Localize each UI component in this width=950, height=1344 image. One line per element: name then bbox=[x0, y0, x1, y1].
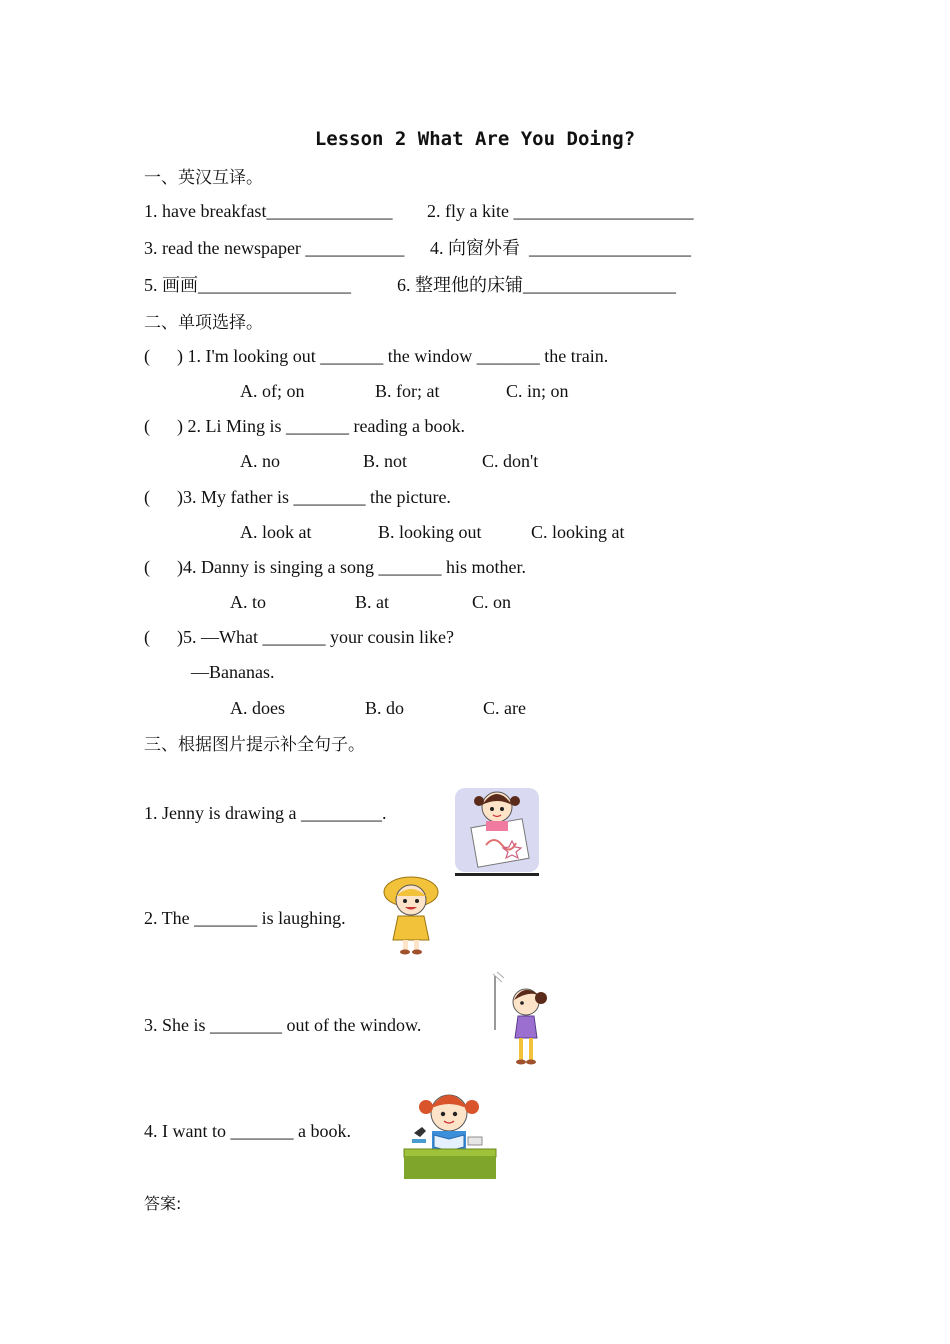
picture-q4-text: 4. I want to _______ a book. bbox=[144, 1121, 351, 1141]
mc-q2-option-a: A. no bbox=[240, 451, 280, 471]
mc-q3-stem: ( )3. My father is ________ the picture. bbox=[144, 487, 451, 507]
mc-q2-option-c: C. don't bbox=[482, 451, 539, 471]
girl-looking-out-window bbox=[488, 970, 552, 1074]
translation-q4: 4. 向窗外看 __________________ bbox=[430, 238, 691, 258]
mc-q5-option-c: C. are bbox=[483, 698, 526, 718]
mc-q3-option-a: A. look at bbox=[240, 522, 312, 542]
translation-q2: 2. fly a kite ____________________ bbox=[427, 201, 694, 221]
picture-q2-text: 2. The _______ is laughing. bbox=[144, 908, 346, 928]
picture-q1-text: 1. Jenny is drawing a _________. bbox=[144, 803, 387, 823]
mc-q5-option-a: A. does bbox=[230, 698, 285, 718]
picture-q3-text: 3. She is ________ out of the window. bbox=[144, 1015, 422, 1035]
section1-heading: 一、英汉互译。 bbox=[144, 168, 263, 188]
mc-q5-option-b: B. do bbox=[365, 698, 405, 718]
page-title: Lesson 2 What Are You Doing? bbox=[314, 128, 636, 150]
translation-q5: 5. 画画_________________ bbox=[144, 275, 351, 295]
translation-q3: 3. read the newspaper ___________ bbox=[144, 238, 405, 258]
section3-heading: 三、根据图片提示补全句子。 bbox=[144, 735, 365, 755]
mc-q4-option-a: A. to bbox=[230, 592, 266, 612]
girl-reading-at-desk bbox=[402, 1087, 498, 1181]
answers-label: 答案: bbox=[144, 1194, 182, 1213]
mc-q4-option-b: B. at bbox=[355, 592, 389, 612]
mc-q4-option-c: C. on bbox=[472, 592, 512, 612]
translation-q6: 6. 整理他的床铺_________________ bbox=[397, 275, 676, 295]
translation-q1: 1. have breakfast______________ bbox=[144, 201, 393, 221]
mc-q4-stem: ( )4. Danny is singing a song _______ his mother. bbox=[144, 557, 526, 577]
mc-q3-option-b: B. looking out bbox=[378, 522, 482, 542]
mc-q2-stem: ( ) 2. Li Ming is _______ reading a book. bbox=[144, 416, 465, 436]
mc-q1-stem: ( ) 1. I'm looking out _______ the window _______ the train. bbox=[144, 346, 609, 366]
mc-q5-stem: ( )5. —What _______ your cousin like? bbox=[144, 627, 454, 647]
mc-q2-option-b: B. not bbox=[363, 451, 408, 471]
mc-q3-option-c: C. looking at bbox=[531, 522, 625, 542]
mc-q5-answer-line: —Bananas. bbox=[191, 662, 275, 682]
girl-drawing-picture bbox=[452, 783, 542, 879]
section2-heading: 二、单项选择。 bbox=[144, 313, 263, 333]
girl-in-hat-laughing bbox=[382, 874, 440, 956]
mc-q1-option-a: A. of; on bbox=[240, 381, 305, 401]
mc-q1-option-b: B. for; at bbox=[375, 381, 440, 401]
mc-q1-option-c: C. in; on bbox=[506, 381, 569, 401]
